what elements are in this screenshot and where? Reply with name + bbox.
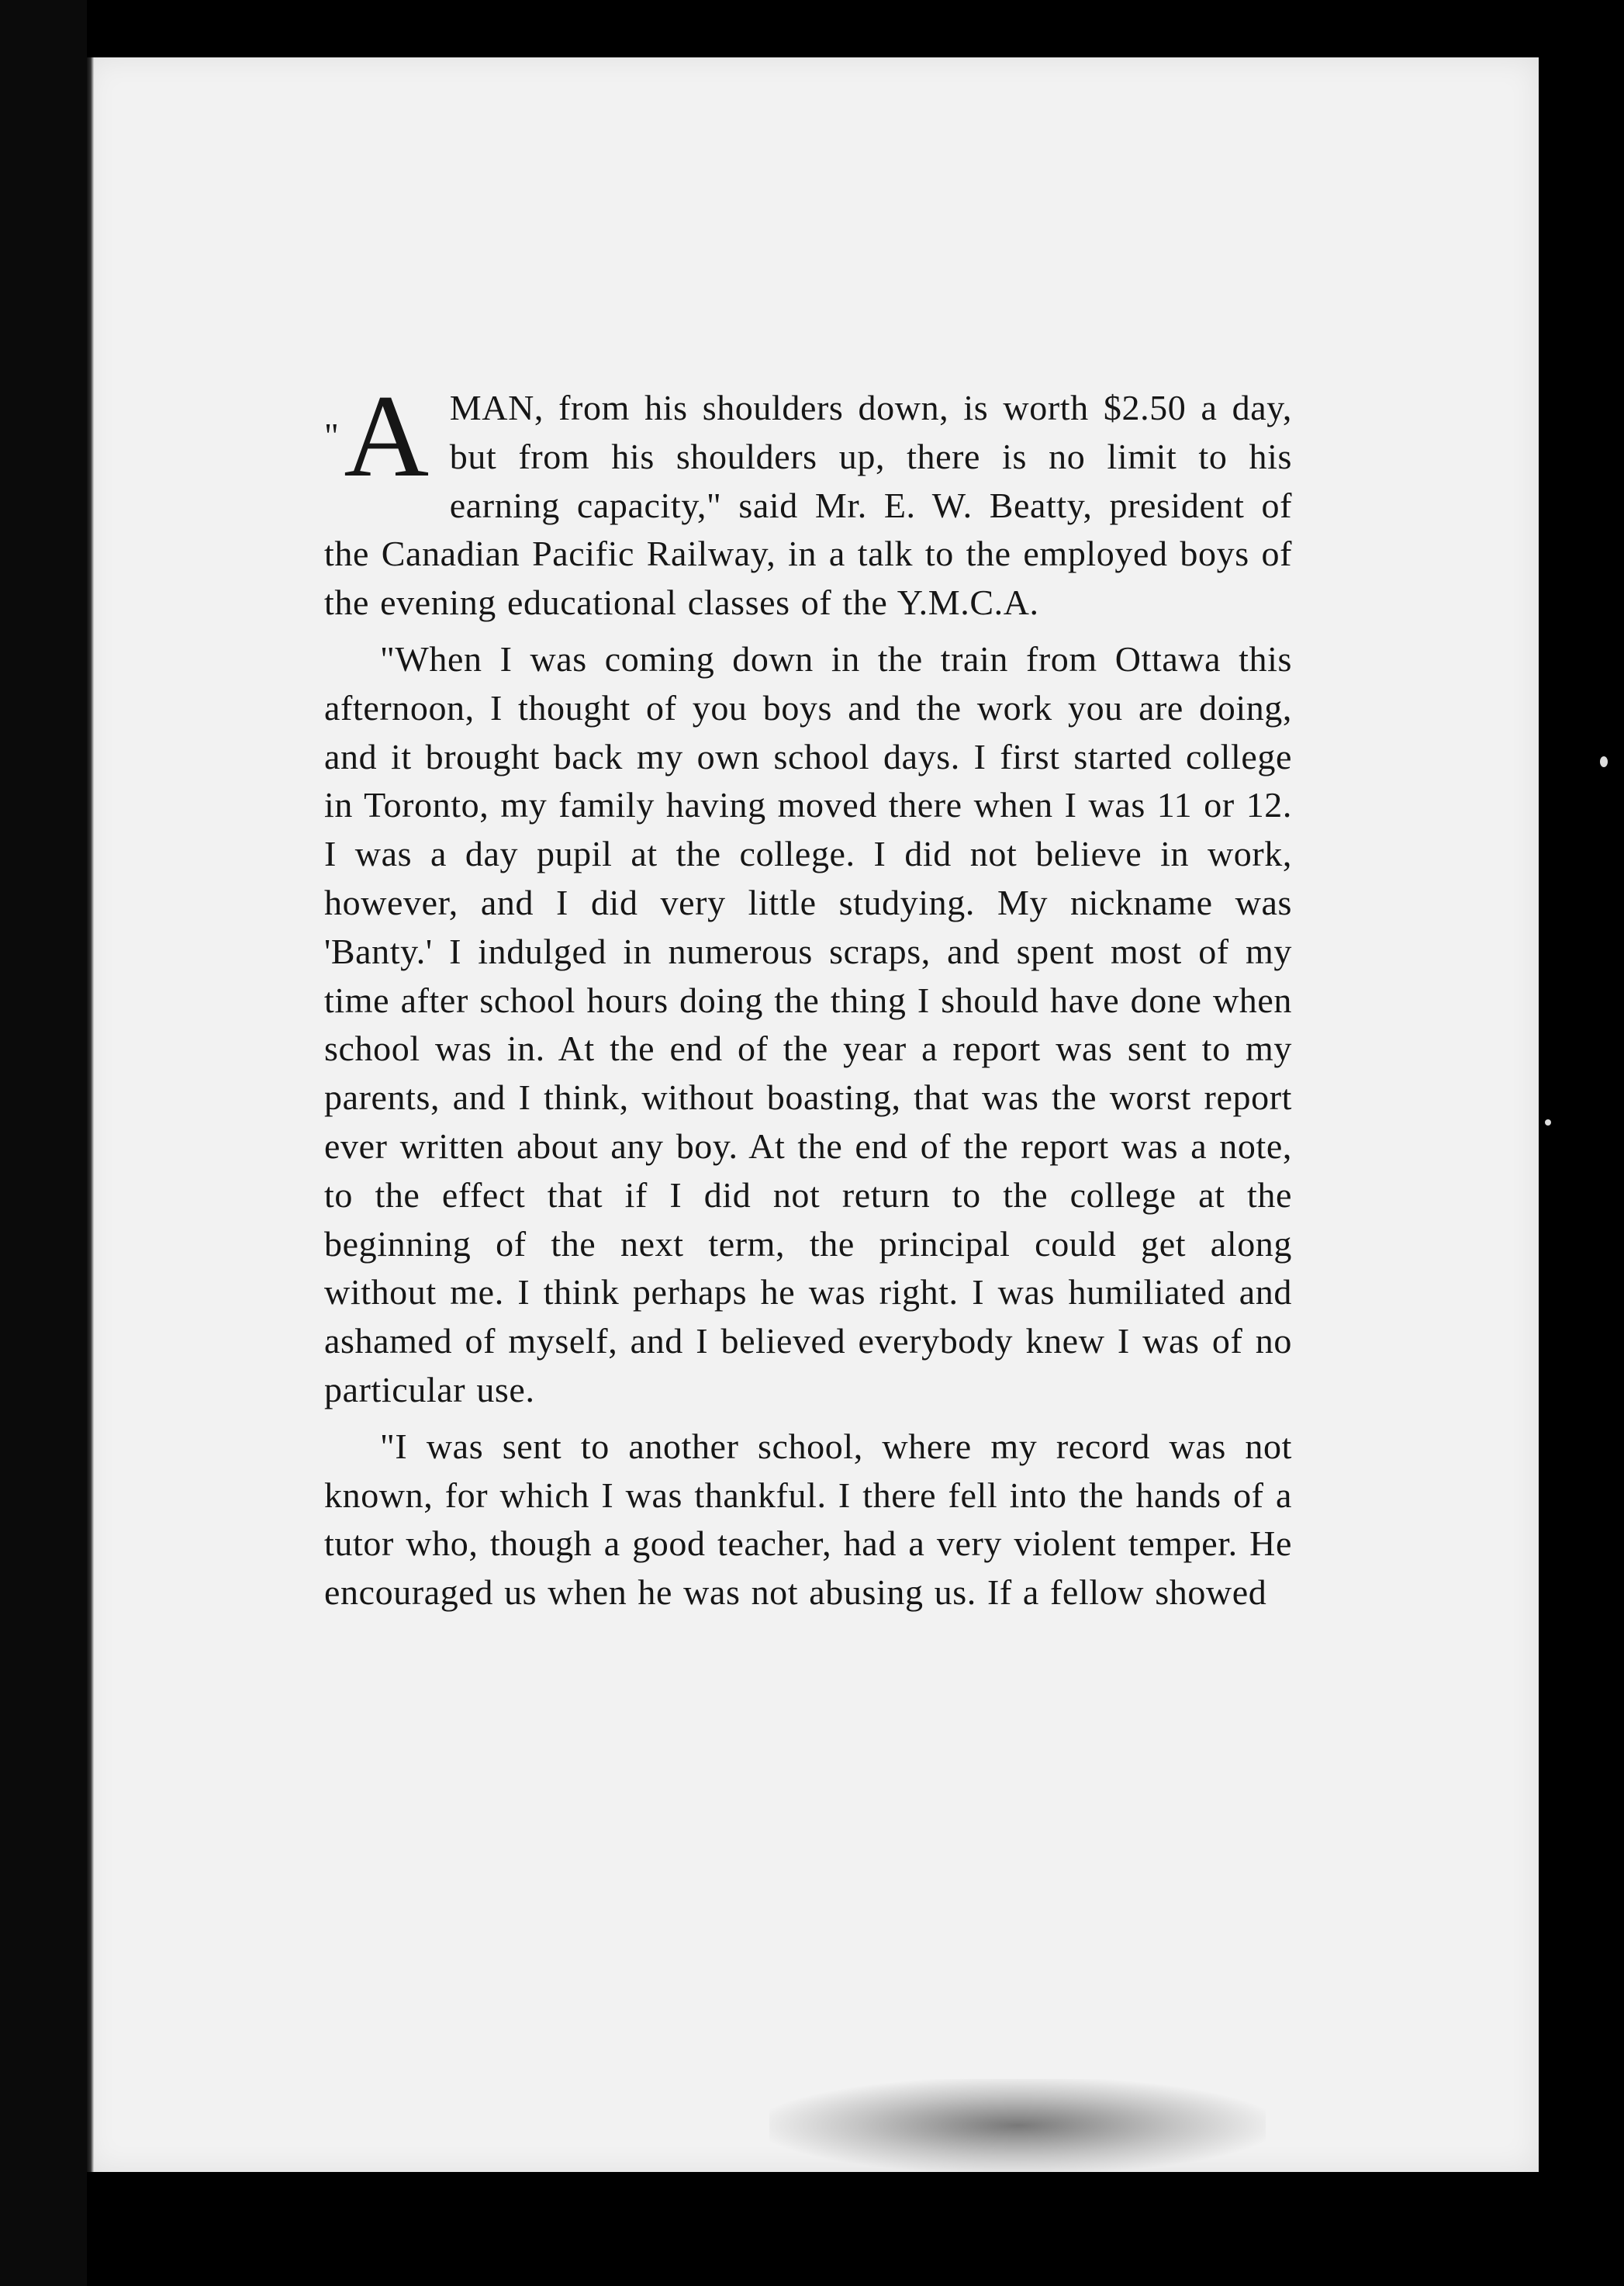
page-binding-edge — [87, 57, 94, 2172]
paragraph-text: MAN, from his shoulders down, is worth $2.50 a day, but from his shoulders up, there is no limit to his earning capacity," said Mr. E. W. Beatty, president of the Canadian Pacific Railway, in a talk to the employed boys of the evening educational classes of the Y.M.C.A. — [324, 388, 1292, 623]
opening-quote-mark: " — [324, 416, 340, 455]
paragraph-opening — [324, 371, 1292, 628]
scan-speck — [1545, 1119, 1551, 1126]
article-body — [324, 371, 1292, 1625]
drop-cap-letter: "A — [324, 371, 430, 501]
scan-smudge — [769, 2079, 1266, 2172]
scanner-left-edge — [0, 0, 87, 2286]
scan-speck — [1600, 756, 1608, 767]
paragraph: "When I was coming down in the train from Ottawa this afternoon, I thought of you boys and the work you are doing, and it brought back my own school days. I first started college in Toronto, my family having moved there when I was 11 or 12. I was a day pupil at the college. I did not believe in work, however, and I did very little studying. My nickname was 'Banty.' I indulged in numerous scraps, and spent most of my time after school hours doing the thing I should have done when school was in. At the end of the year a report was sent to my parents, and I think, without boasting, that was the worst report ever written about any boy. At the end of the report was a note, to the effect that if I did not return to the college at the beginning of the next term, the principal could get along without me. I think perhaps he was right. I was humiliated and ashamed of myself, and I believed everybody knew I was of no particular use. — [324, 638, 1292, 1409]
paragraph: "I was sent to another school, where my record was not known, for which I was thankful. I there fell into the hands of a tutor who, though a good teacher, had a very violent temper. He encouraged us when he was not abusing us. If a fellow showed — [324, 1426, 1292, 1613]
